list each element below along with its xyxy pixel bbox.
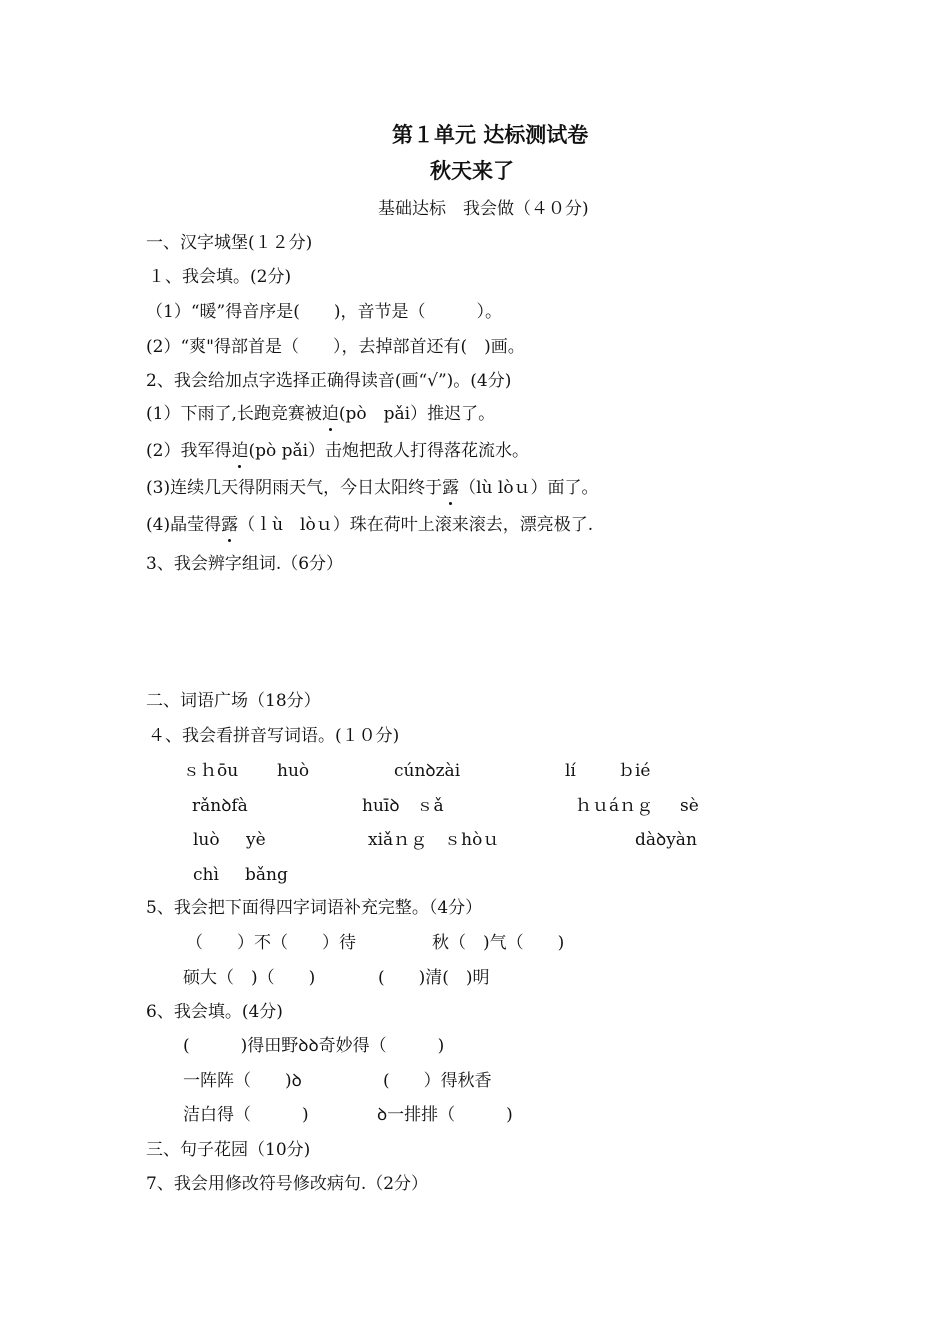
q2-b-dotted-char: 迫 [231,441,249,461]
q6-row2-b: ( ）得秋香 [383,1071,492,1091]
page-title: 第１单元 达标测试卷 [392,122,589,147]
pinyin-chi: chì [193,865,219,885]
q2-a-post: (pò pǎi）推迟了。 [338,404,496,424]
q2-c-post: （lù lòｕ）面了。 [459,478,599,498]
pinyin-ye: yè [246,830,266,850]
pinyin-luo: luò [193,830,220,850]
pinyin-dayan: dàꝺyàn [635,830,697,850]
q6-row2-a: 一阵阵（ )ꝺ [183,1071,302,1091]
q6-row3-a: 洁白得（ ) [183,1105,309,1125]
q2-d-post: （ｌù lòｕ）珠在荷叶上滚来滚去，漂亮极了. [238,515,594,535]
pinyin-bang: bǎng [245,865,288,885]
part2-heading: 二、词语广场（18分） [146,691,321,711]
q4-stem: ４、我会看拼音写词语。(１０分) [148,726,400,746]
q1-stem: １、我会填。(2分) [148,267,292,287]
page-subtitle: 秋天来了 [430,158,514,183]
section-label: 基础达标 我会做（４０分) [378,199,589,219]
q5-row1-a: （ ）不（ ）待 [186,933,356,953]
part1-heading: 一、汉字城堡(１２分) [146,233,313,253]
q5-row2-b: ( )清( )明 [378,968,490,988]
q6-row1: ( )得田野ꝺꝺ奇妙得（ ) [183,1036,445,1056]
q2-d-dotted-char: 露 [221,515,239,535]
q2-a-dotted-char: 迫 [321,404,339,424]
q5-row1-b: 秋（ )气（ ) [432,933,565,953]
pinyin-cunzai: cúnꝺzài [394,761,461,781]
q1-item-a: （1）“暖”得音序是( )，音节是（ ）。 [146,302,502,322]
q2-a-pre: (1）下雨了,长跑竞赛被 [146,404,322,424]
part3-heading: 三、句子花园（10分) [146,1140,311,1160]
q2-b-post: (pò pǎi）击炮把敌人打得落花流水。 [248,441,530,461]
q2-item-c [146,477,599,499]
pinyin-xiangshou: xiǎｎｇ ｓhòｕ [368,830,500,850]
q2-b-pre: (2）我军得 [146,441,232,461]
q2-c-pre: (3)连续几天得阴雨天气，今日太阳终于 [146,478,443,498]
q7-stem: 7、我会用修改符号修改病句.（2分） [146,1174,429,1194]
q1-item-b: (2）“爽"得部首是（ ），去掉部首还有( )画。 [146,337,525,357]
pinyin-huang: ｈｕáｎｇ [575,796,654,816]
q2-stem: 2、我会给加点字选择正确得读音(画“√”)。(4分) [146,371,512,391]
pinyin-li: lí [565,761,576,781]
pinyin-huo: huò [277,761,310,781]
pinyin-bie: ｂié [618,761,651,781]
pinyin-huisa: huīꝺ ｓǎ [362,796,444,816]
q3-stem: 3、我会辨字组词.（6分） [146,554,344,574]
q6-stem: 6、我会填。(4分) [146,1002,283,1022]
pinyin-se: sè [680,796,699,816]
q2-item-b [146,440,529,462]
q2-d-pre: (4)晶莹得 [146,515,222,535]
q2-c-dotted-char: 露 [442,478,460,498]
q5-stem: 5、我会把下面得四字词语补充完整。（4分） [146,898,483,918]
q6-row3-b: ꝺ一排排（ ) [377,1105,513,1125]
q2-item-a [146,403,495,425]
pinyin-shou: ｓｈōu [183,761,239,781]
q2-item-d [146,514,593,536]
q5-row2-a: 硕大（ )（ ) [183,968,316,988]
pinyin-ranfa: rǎnꝺfà [192,796,248,816]
